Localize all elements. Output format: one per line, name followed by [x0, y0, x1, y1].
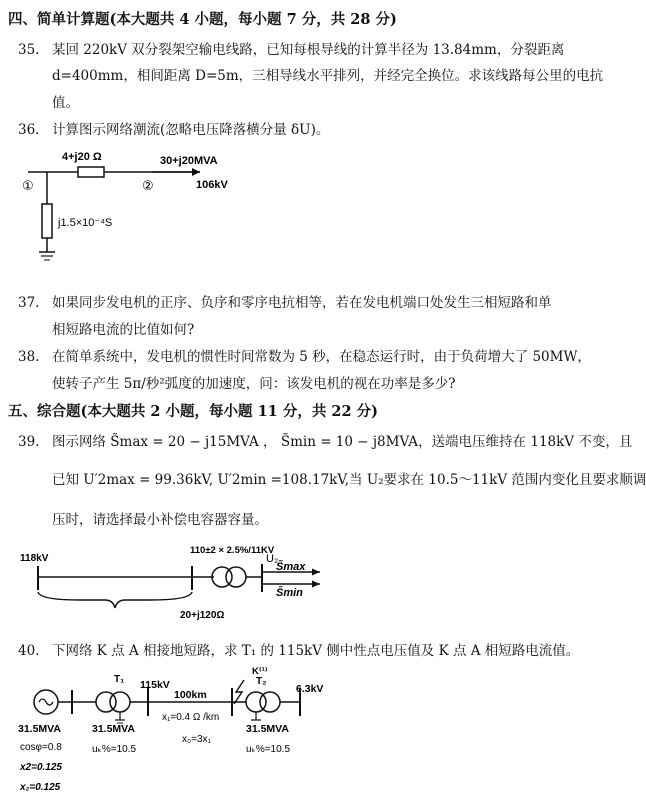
t1-label: T₁	[114, 674, 125, 685]
smax-expression: S̃max = 20 − j15MVA ，	[110, 434, 277, 450]
t1-uk-label: uₖ%=10.5	[92, 744, 137, 755]
question-37	[18, 291, 552, 311]
q36-line-1: 计算图示网络潮流(忽略电压降落横分量 δU)。	[52, 122, 330, 138]
line-impedance-label: 20+j120Ω	[180, 610, 225, 621]
source-voltage-label: 118kV	[20, 553, 49, 564]
gen-x2-label-2: x₂=0.125	[20, 782, 61, 793]
gen-x2-label: x2=0.125	[20, 762, 62, 773]
shunt-admittance-box	[42, 204, 52, 238]
question-number: 35.	[18, 42, 40, 58]
question-number: 38.	[18, 349, 40, 365]
arrow-icon	[312, 569, 320, 576]
section-5-title: 五、综合题(本大题共 2 小题，每小题 11 分，共 22 分)	[8, 403, 378, 420]
gen-mva-label: 31.5MVA	[18, 723, 61, 735]
question-35	[18, 38, 564, 58]
q39-line-3: 压时，请选择最小补偿电容器容量。	[52, 512, 268, 528]
q38-line-1: 在简单系统中，发电机的惯性时间常数为 5 秒，在稳态运行时，由于负荷增大了 50MW，	[52, 349, 591, 365]
question-40	[18, 639, 579, 659]
fault-label: K⁽¹⁾	[252, 666, 268, 677]
fault-icon	[234, 680, 244, 704]
line-length-label: 100km	[174, 689, 207, 701]
q39-text: 当 U₂要求在 10.5～11kV 范围内变化且要求顺调	[349, 472, 646, 488]
impedance-box	[78, 167, 104, 177]
question-number: 36.	[18, 122, 40, 138]
t1-mva-label: 31.5MVA	[92, 723, 135, 735]
question-number: 40.	[18, 643, 40, 659]
q38-line-2: 使转子产生 5π/秒²弧度的加速度，问：该发电机的视在功率是多少?	[52, 376, 456, 392]
question-38	[18, 345, 591, 365]
q35-line-3: 值。	[52, 95, 79, 111]
q40-network-diagram	[0, 662, 606, 796]
voltage-values: 已知 U′2max = 99.36kV, U′2min =108.17kV,	[52, 472, 350, 488]
q37-line-1: 如果同步发电机的正序、负序和零序电抗相等，若在发电机端口处发生三相短路和单	[52, 295, 552, 311]
q39-text: 图示网络	[52, 434, 106, 450]
t2-uk-label: uₖ%=10.5	[246, 744, 291, 755]
question-36	[18, 118, 329, 138]
t2-label: T₂	[256, 676, 267, 687]
smin-expression: S̃min = 10 − j8MVA	[280, 434, 419, 450]
arrow-icon	[192, 168, 200, 176]
smax-label: S̃max	[276, 561, 306, 573]
question-39	[18, 430, 632, 450]
gen-cos-label: cosφ=0.8	[20, 742, 62, 753]
line-x1-label: x₁=0.4 Ω /km	[162, 712, 220, 723]
admittance-label: j1.5×10⁻⁴S	[58, 217, 113, 229]
load-label: 30+j20MVA	[160, 155, 218, 167]
q39-network-diagram	[0, 540, 606, 620]
q40-line-1: 下网络 K 点 A 相接地短路，求 T₁ 的 115kV 侧中性点电压值及 K 点 A 相短路电流值。	[52, 643, 580, 659]
smin-label: S̃min	[276, 587, 303, 599]
node-1-label: ①	[22, 178, 34, 193]
question-number: 39.	[18, 434, 40, 450]
section-4-title: 四、简单计算题(本大题共 4 小题，每小题 7 分，共 28 分)	[8, 11, 397, 28]
question-number: 37.	[18, 295, 40, 311]
brace	[38, 592, 192, 608]
impedance-label: 4+j20 Ω	[62, 151, 102, 163]
q39-line-2	[52, 468, 646, 488]
bus-voltage-115-label: 115kV	[140, 679, 170, 691]
transformer-ratio-label: 110±2 × 2.5%/11KV	[190, 545, 275, 556]
q36-network-diagram	[0, 140, 606, 280]
q37-line-2: 相短路电流的比值如何?	[52, 322, 195, 338]
line-x0-label: x₀=3x₁	[182, 734, 211, 745]
bus-voltage-63-label: 6.3kV	[296, 683, 324, 695]
q39-text: ，送端电压维持在 118kV 不变，且	[418, 434, 633, 450]
node-2-label: ②	[142, 178, 154, 193]
u2-label: U₂	[266, 553, 279, 565]
q35-line-1: 某回 220kV 双分裂架空输电线路，已知每根导线的计算半径为 13.84mm，分裂距离	[52, 42, 565, 58]
t2-mva-label: 31.5MVA	[246, 723, 289, 735]
arrow-icon	[312, 581, 320, 588]
q35-line-2: d=400mm，相间距离 D=5m，三相导线水平排列，并经完全换位。求该线路每公里的电抗	[52, 68, 604, 84]
voltage-label: 106kV	[196, 179, 228, 191]
